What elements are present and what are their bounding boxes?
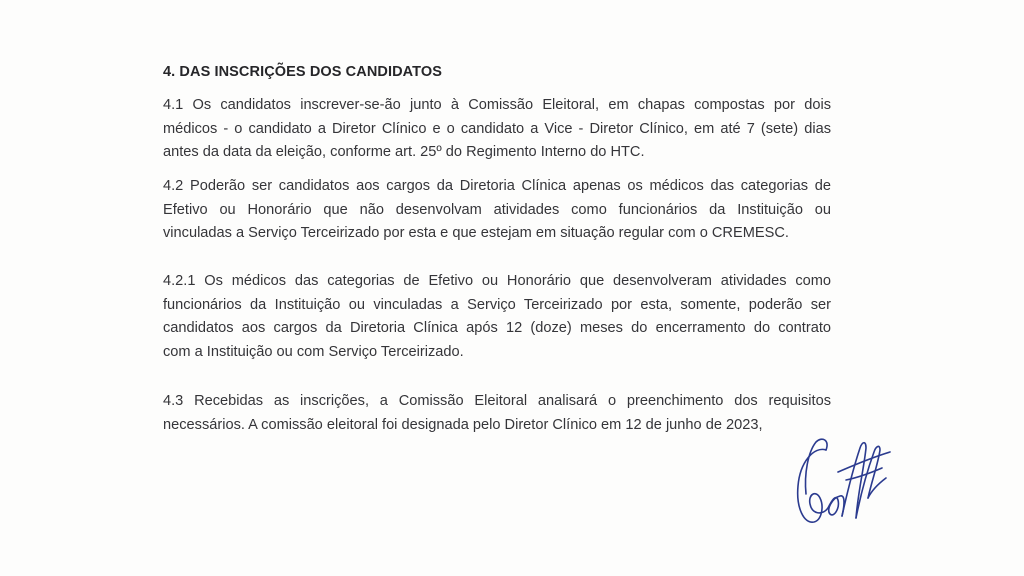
section-heading: 4. DAS INSCRIÇÕES DOS CANDIDATOS (163, 64, 443, 80)
paragraph-line: antes da data da eleição, conforme art. 25º do Regimento Interno do HTC. (163, 144, 645, 160)
paragraph-line: necessários. A comissão eleitoral foi designada pelo Diretor Clínico em 12 de junho de 2023, (163, 416, 763, 433)
paragraph-4-2 (163, 175, 831, 246)
paragraph-line: 4.2.1 Os médicos das categorias de Efetivo ou Honorário que desenvolveram atividades como (163, 273, 831, 289)
paragraph-line: 4.3 Recebidas as inscrições, a Comissão Eleitoral analisará o preenchimento dos requisitos (163, 393, 831, 409)
paragraph-line: funcionários da Instituição ou vinculadas a Serviço Terceirizado por esta, somente, poderão ser (163, 296, 831, 313)
paragraph-4-3 (163, 390, 831, 437)
handwritten-signature-icon (786, 428, 896, 534)
paragraph-line: vinculadas a Serviço Terceirizado por esta e que estejam em situação regular com o CREMESC. (163, 225, 789, 241)
paragraph-line: candidatos aos cargos da Diretoria Clínica após 12 (doze) meses do encerramento do contrato (163, 320, 831, 336)
paragraph-line: médicos - o candidato a Diretor Clínico e o candidato a Vice - Diretor Clínico, em até 7 (sete) dias (163, 120, 831, 137)
paragraph-4-1 (163, 94, 831, 165)
paragraph-4-2-1 (163, 270, 831, 364)
paragraph-line: 4.2 Poderão ser candidatos aos cargos da Diretoria Clínica apenas os médicos das categorias de (163, 178, 831, 194)
paragraph-line: Efetivo ou Honorário que não desenvolvam atividades como funcionários da Instituição ou (163, 201, 831, 218)
paragraph-line: 4.1 Os candidatos inscrever-se-ão junto à Comissão Eleitoral, em chapas compostas por dois (163, 97, 831, 113)
paragraph-line: com a Instituição ou com Serviço Terceirizado. (163, 343, 464, 360)
